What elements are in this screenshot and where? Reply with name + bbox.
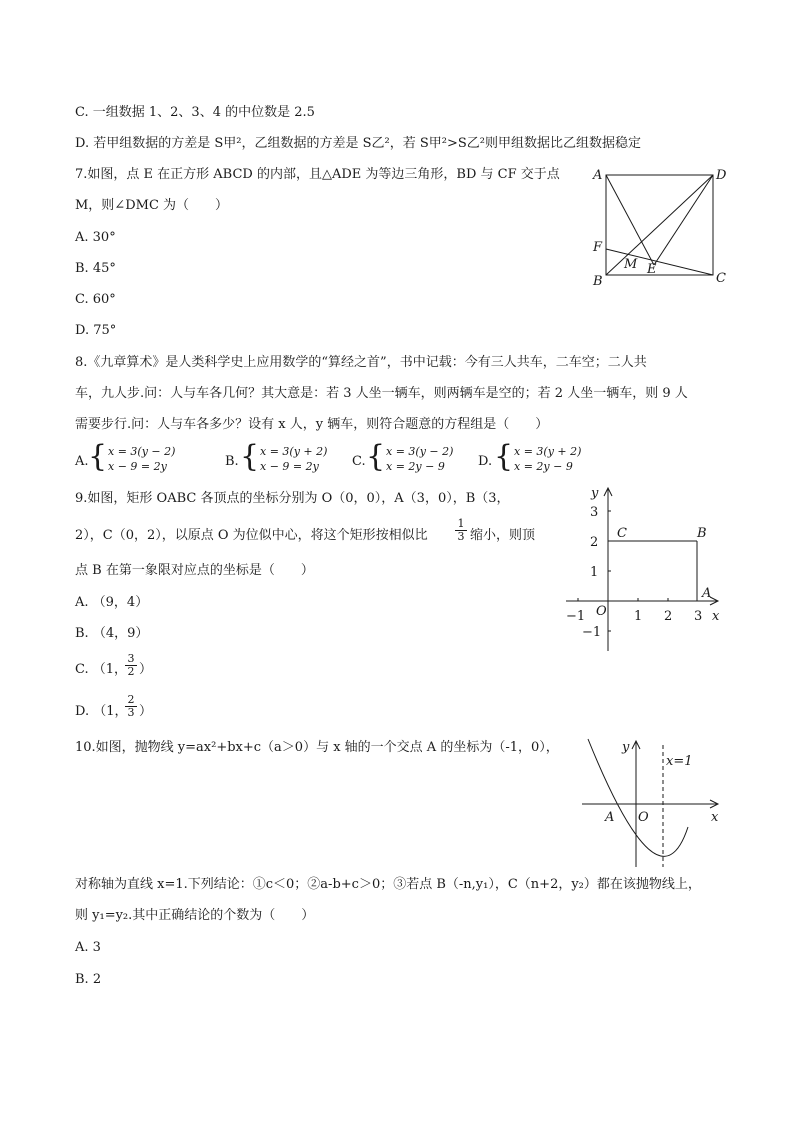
fig-label-c: C [716,271,726,286]
x-tick-neg1: −1 [566,609,586,624]
q10-option-a: A. 3 [75,940,101,955]
x-axis-label: x [711,810,719,825]
point-b-label: B [697,526,707,541]
q9-coordinate-figure [560,483,730,655]
left-brace: { [240,439,260,474]
fig-label-a: A [593,168,603,183]
q9-option-b: B. （4，9） [75,626,149,641]
symmetry-axis-label: x=1 [666,754,693,769]
equation-system: x = 3(y + 2) x − 9 = 2y [260,445,328,473]
q9-option-c-fraction: $\frac{3}{2}$ [125,653,137,678]
x-tick-2: 2 [664,609,673,624]
option-label: B. [225,454,239,469]
q7-stem-line1: 7.如图，点 E 在正方形 ABCD 的内部，且△ADE 为等边三角形，BD 与 CF 交于点 [75,167,560,182]
q8-stem-line1: 8.《九章算术》是人类科学史上应用数学的“算经之首”，书中记载：今有三人共车，二车空；二人共 [75,355,647,370]
origin-label: O [596,604,607,619]
q9-stem-line1: 9.如图，矩形 OABC 各顶点的坐标分别为 O（0，0），A（3，0），B（3， [75,491,510,506]
q9-option-c: C. （1， [75,662,128,677]
q9-stem-line3: 点 B 在第一象限对应点的坐标是（ ） [75,563,314,578]
q7-option-d: D. 75° [75,323,117,338]
q6-option-d: D. 若甲组数据的方差是 S甲²，乙组数据的方差是 S乙²，若 S甲²>S乙²则甲组数据比乙组数据稳定 [75,136,641,151]
q7-square-figure [590,165,730,290]
option-label: C. [352,454,366,469]
q8-stem-line2: 车，九人步.问：人与车各几何？其大意是：若 3 人坐一辆车，则两辆车是空的；若 2 人坐一辆车，则 9 人 [75,386,688,401]
equation-system: x = 3(y + 2) x = 2y − 9 [514,445,582,473]
q9-stem-line2b: 缩小，则顶 [470,528,536,543]
q10-stem-line1: 10.如图，抛物线 y=ax²+bx+c（a＞0）与 x 轴的一个交点 A 的坐标为（-1，0）， [75,740,559,755]
option-label: A. [75,454,89,469]
y-tick-2: 2 [590,535,599,550]
y-tick-neg1: −1 [582,625,602,640]
equation-system: x = 3(y − 2) x = 2y − 9 [386,445,454,473]
q7-option-b: B. 45° [75,261,116,276]
left-brace: { [494,439,514,474]
origin-label: O [638,810,649,825]
x-tick-1: 1 [634,609,643,624]
fig-label-f: F [593,240,603,255]
q8-stem-line3: 需要步行.问：人与车各多少？设有 x 人，y 辆车，则符合题意的方程组是（ ） [75,417,549,432]
q10-stem-line3: 则 y₁=y₂.其中正确结论的个数为（ ） [75,908,315,923]
fig-label-m: M [624,257,638,272]
q7-option-a: A. 30° [75,230,116,245]
y-tick-1: 1 [590,565,599,580]
option-label: D. [478,454,493,469]
q7-stem-line2: M，则∠DMC 为（ ） [75,198,229,213]
fig-label-b: B [593,274,603,289]
q9-stem-line2a: 2），C（0，2），以原点 O 为位似中心，将这个矩形按相似比 [75,528,428,543]
x-axis-label: x [712,609,720,624]
point-a-label: A [605,810,615,825]
y-tick-3: 3 [590,505,599,520]
point-c-label: C [617,526,627,541]
line-bd [606,175,713,275]
q6-option-c: C. 一组数据 1、2、3、4 的中位数是 2.5 [75,105,315,120]
q9-option-d: D. （1， [75,704,128,719]
fig-label-e: E [647,262,657,277]
q9-option-c-close: ） [139,662,153,677]
q9-ratio-fraction: $\frac{1}{3}$ [455,518,467,543]
line-ae [606,175,654,265]
equation-system: x = 3(y − 2) x − 9 = 2y [108,445,176,473]
fig-label-d: D [716,168,727,183]
left-brace: { [88,439,108,474]
line-cf [606,249,713,275]
line-de [654,175,713,265]
q9-option-d-close: ） [139,704,153,719]
y-axis-label: y [591,486,599,501]
point-a-label: A [702,586,712,601]
left-brace: { [366,439,386,474]
q10-option-b: B. 2 [75,972,102,987]
x-tick-3: 3 [694,609,703,624]
y-axis-label: y [622,740,630,755]
q9-option-a: A. （9，4） [75,595,149,610]
q10-stem-line2: 对称轴为直线 x=1.下列结论：①c＜0；②a-b+c＞0；③若点 B（-n,y₁），C（n+2，y₂）都在该抛物线上， [75,877,701,892]
q7-option-c: C. 60° [75,292,116,307]
q10-parabola-figure [578,735,728,870]
q9-option-d-fraction: $\frac{2}{3}$ [125,694,137,719]
